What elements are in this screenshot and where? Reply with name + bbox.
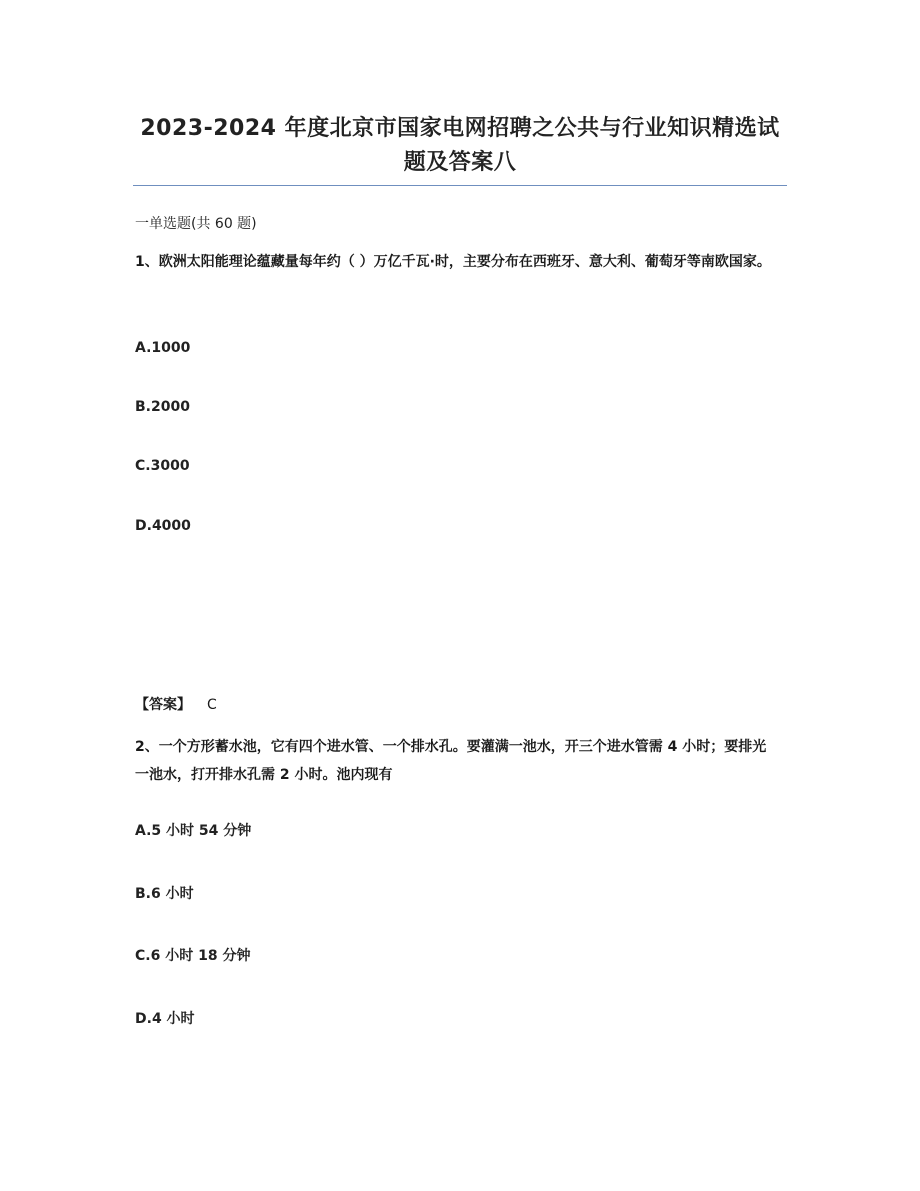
question-2-text: 2、一个方形蓄水池，它有四个进水管、一个排水孔。要灌满一池水，开三个进水管需 4 小时；要排光一池水，打开排水孔需 2 小时。池内现有	[135, 739, 767, 783]
question-1-option-b: B.2000	[135, 399, 190, 415]
answer-value: C	[207, 697, 217, 713]
question-1-option-d: D.4000	[135, 518, 191, 534]
document-title: 2023-2024 年度北京市国家电网招聘之公共与行业知识精选试题及答案八	[140, 116, 780, 175]
question-1-option-a: A.1000	[135, 340, 191, 356]
title-divider	[133, 185, 787, 186]
question-2-option-b: B.6 小时	[135, 886, 194, 902]
question-2-option-a: A.5 小时 54 分钟	[135, 823, 252, 839]
question-2-option-d: D.4 小时	[135, 1011, 195, 1027]
question-1-answer	[135, 691, 217, 719]
section-label: 一单选题(共 60 题)	[135, 216, 257, 232]
answer-label: 【答案】	[135, 697, 191, 713]
question-2-option-c: C.6 小时 18 分钟	[135, 948, 251, 964]
question-1-option-c: C.3000	[135, 458, 190, 474]
question-1-text: 1、欧洲太阳能理论蕴藏量每年约（ ）万亿千瓦·时，主要分布在西班牙、意大利、葡萄牙等南欧国家。	[135, 254, 771, 270]
